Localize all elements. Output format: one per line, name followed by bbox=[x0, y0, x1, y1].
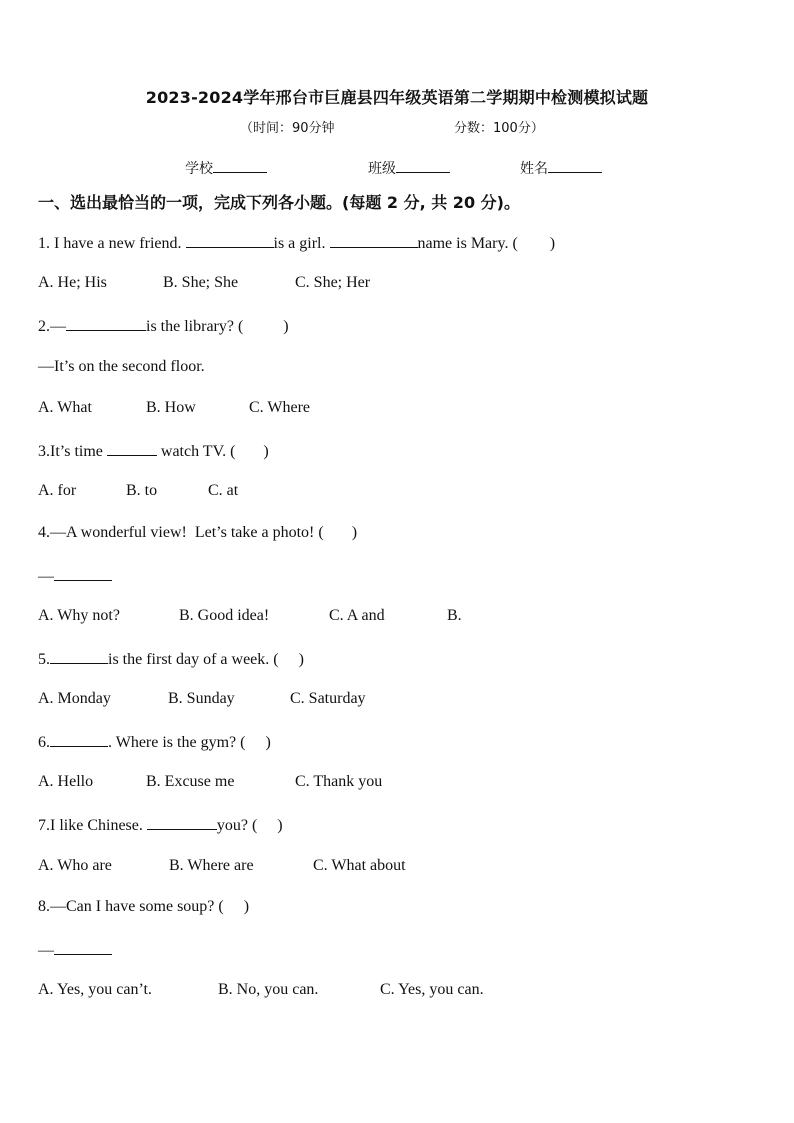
name-field bbox=[520, 158, 602, 178]
option-c-continued: B. bbox=[447, 607, 462, 624]
class-blank bbox=[396, 158, 450, 173]
question-text: is a girl. bbox=[273, 235, 330, 252]
question-2 bbox=[38, 316, 289, 336]
question-5 bbox=[38, 649, 304, 669]
name-blank bbox=[548, 158, 602, 173]
answer-blank bbox=[147, 815, 217, 830]
question-text: watch TV. ( ) bbox=[156, 443, 269, 460]
time-label: （时间：90分钟 bbox=[240, 121, 335, 136]
class-label: 班级 bbox=[368, 161, 396, 177]
question-text: 5. bbox=[38, 651, 50, 668]
option-a: A. What bbox=[38, 399, 92, 416]
dash: — bbox=[38, 568, 54, 585]
question-text: 3.It’s time bbox=[38, 443, 107, 460]
question-text: 1. I have a new friend. bbox=[38, 235, 186, 252]
school-field bbox=[185, 158, 267, 178]
question-text: name is Mary. ( ) bbox=[417, 235, 556, 252]
option-a: A. Why not? bbox=[38, 607, 120, 624]
option-b: B. She; She bbox=[163, 274, 239, 291]
option-a: A. Monday bbox=[38, 690, 111, 707]
question-text: you? ( ) bbox=[216, 817, 283, 834]
option-b: B. Excuse me bbox=[146, 773, 235, 790]
score-label: 分数：100分） bbox=[454, 121, 544, 136]
option-c: C. Yes, you can. bbox=[380, 981, 484, 998]
answer-blank bbox=[186, 233, 274, 248]
answer-blank bbox=[107, 441, 157, 456]
question-8: 8.—Can I have some soup? ( ) bbox=[38, 898, 250, 915]
option-a: A. He; His bbox=[38, 274, 107, 291]
answer-blank bbox=[330, 233, 418, 248]
option-b: B. Sunday bbox=[168, 690, 235, 707]
question-text: 6. bbox=[38, 734, 50, 751]
reply-8 bbox=[38, 940, 112, 960]
question-text: 2.— bbox=[38, 318, 66, 335]
question-1 bbox=[38, 233, 555, 253]
option-b: B. Good idea! bbox=[179, 607, 270, 624]
question-6 bbox=[38, 732, 271, 752]
option-c: C. Thank you bbox=[295, 773, 383, 790]
option-c: C. Where bbox=[249, 399, 311, 416]
question-text: is the first day of a week. ( ) bbox=[108, 651, 304, 668]
answer-blank bbox=[66, 316, 146, 331]
option-a: A. Who are bbox=[38, 857, 112, 874]
option-b: B. Where are bbox=[169, 857, 254, 874]
page-title: 2023-2024学年邢台市巨鹿县四年级英语第二学期期中检测模拟试题 bbox=[145, 88, 649, 107]
option-a: A. Yes, you can’t. bbox=[38, 981, 152, 998]
reply-4 bbox=[38, 566, 112, 586]
option-a: A. Hello bbox=[38, 773, 94, 790]
answer-blank bbox=[50, 649, 108, 664]
question-3 bbox=[38, 441, 269, 461]
school-blank bbox=[213, 158, 267, 173]
option-c: C. A and bbox=[329, 607, 385, 624]
question-7 bbox=[38, 815, 283, 835]
answer-blank bbox=[54, 566, 112, 581]
answer-blank bbox=[54, 940, 112, 955]
name-label: 姓名 bbox=[520, 161, 548, 177]
question-text: is the library? ( ) bbox=[146, 318, 289, 335]
option-c: C. What about bbox=[313, 857, 406, 874]
school-label: 学校 bbox=[185, 161, 213, 177]
option-b: B. No, you can. bbox=[218, 981, 319, 998]
question-text: 7.I like Chinese. bbox=[38, 817, 147, 834]
option-a: A. for bbox=[38, 482, 77, 499]
option-b: B. How bbox=[146, 399, 196, 416]
class-field bbox=[368, 158, 450, 178]
option-b: B. to bbox=[126, 482, 158, 499]
answer-blank bbox=[50, 732, 108, 747]
question-text: . Where is the gym? ( ) bbox=[108, 734, 271, 751]
option-c: C. at bbox=[208, 482, 239, 499]
question-4: 4.—A wonderful view! Let’s take a photo! ( ) bbox=[38, 524, 358, 541]
dash: — bbox=[38, 942, 54, 959]
section-heading: 一、选出最恰当的一项，完成下列各小题。(每题 2 分, 共 20 分)。 bbox=[38, 193, 520, 212]
reply-2: —It’s on the second floor. bbox=[38, 358, 205, 375]
option-c: C. She; Her bbox=[295, 274, 371, 291]
option-c: C. Saturday bbox=[290, 690, 366, 707]
